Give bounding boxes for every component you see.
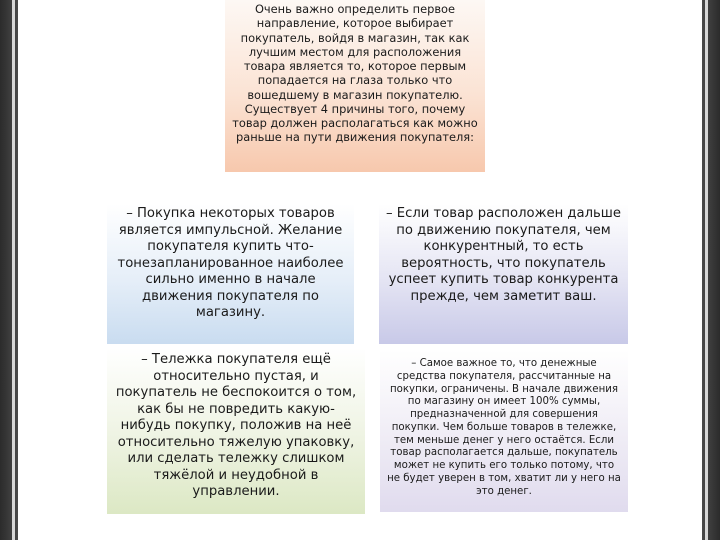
intro-text-box: Очень важно определить первое направление, которое выбирает покупатель, войдя в магазин, так как лучшим местом для расположения товара является то, которое первым попадается на глаза только что вошедшему в магазин покупателю. Существует 4 причины того, почему товар должен располагаться как можно раньше на пути движения покупателя:	[225, 0, 485, 172]
reason-box-cart: – Тележка покупателя ещё относительно пустая, и покупатель не беспокоится о том, как бы не повредить какую-нибудь покупку, положив на неё относительно тяжелую упаковку, или сделать тележку слишком тяжёлой и неудобной в управлении.	[107, 348, 365, 514]
reason-box-competitor: – Если товар расположен дальше по движению покупателя, чем конкурентный, то есть вероятность, что покупатель успеет купить товар конкурента прежде, чем заметит ваш.	[379, 204, 628, 344]
slide-left-border	[0, 0, 18, 540]
reason-box-budget: – Самое важное то, что денежные средства покупателя, рассчитанные на покупки, ограничены. В начале движения по магазину он имеет 100% суммы, предназначенной для совершения покупки. Чем больше товаров в тележке, тем меньше денег у него остаётся. Если товар располагается дальше, покупатель может не купить его только потому, что не будет уверен в том, хватит ли у него на это денег.	[380, 350, 628, 512]
reason-box-impulse: – Покупка некоторых товаров является импульсной. Желание покупателя купить что-тонезапланированное наиболее сильно именно в начале движения покупателя по магазину.	[107, 204, 354, 344]
slide-right-border	[702, 0, 720, 540]
